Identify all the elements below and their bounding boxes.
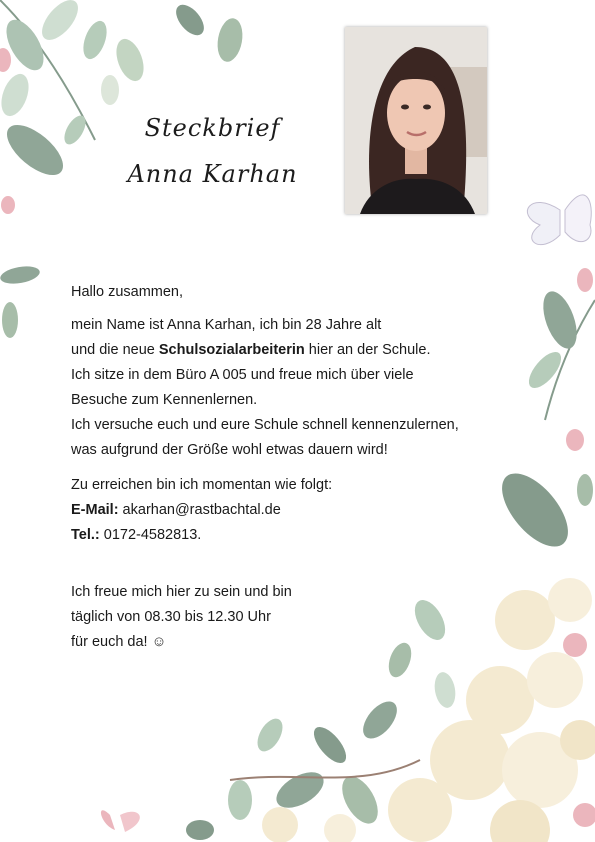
phone-label: Tel.: xyxy=(71,527,100,543)
intro-line: Ich sitze in dem Büro A 005 und freue mich über viele xyxy=(71,367,414,383)
email-line xyxy=(71,498,541,523)
body-text xyxy=(71,280,541,655)
intro-line: mein Name ist Anna Karhan, ich bin 28 Jahre alt xyxy=(71,317,382,333)
profile-photo xyxy=(345,27,487,214)
closing-line: Ich freue mich hier zu sein und bin xyxy=(71,584,292,600)
email-value: akarhan@rastbachtal.de xyxy=(118,502,281,518)
title-line-2: Anna Karhan xyxy=(127,160,298,188)
portrait-image xyxy=(345,27,487,214)
role-highlight: Schulsozialarbeiterin xyxy=(158,342,305,358)
intro-line: Ich versuche euch und eure Schule schnell kennenzulernen, xyxy=(71,417,459,433)
intro-line: was aufgrund der Größe wohl etwas dauern wird! xyxy=(71,442,388,458)
contact-intro: Zu erreichen bin ich momentan wie folgt: xyxy=(71,477,333,493)
title-line-1: Steckbrief xyxy=(144,114,281,142)
phone-line xyxy=(71,523,541,548)
closing-line: für euch da! ☺ xyxy=(71,634,167,650)
intro-line: Besuche zum Kennenlernen. xyxy=(71,392,258,408)
greeting: Hallo zusammen, xyxy=(71,284,184,300)
phone-value: 0172-4582813. xyxy=(99,527,202,543)
intro-line: und die neue Schulsozialarbeiterin hier an der Schule. xyxy=(71,342,431,358)
closing-line: täglich von 08.30 bis 12.30 Uhr xyxy=(71,609,271,625)
email-label: E-Mail: xyxy=(71,502,119,518)
